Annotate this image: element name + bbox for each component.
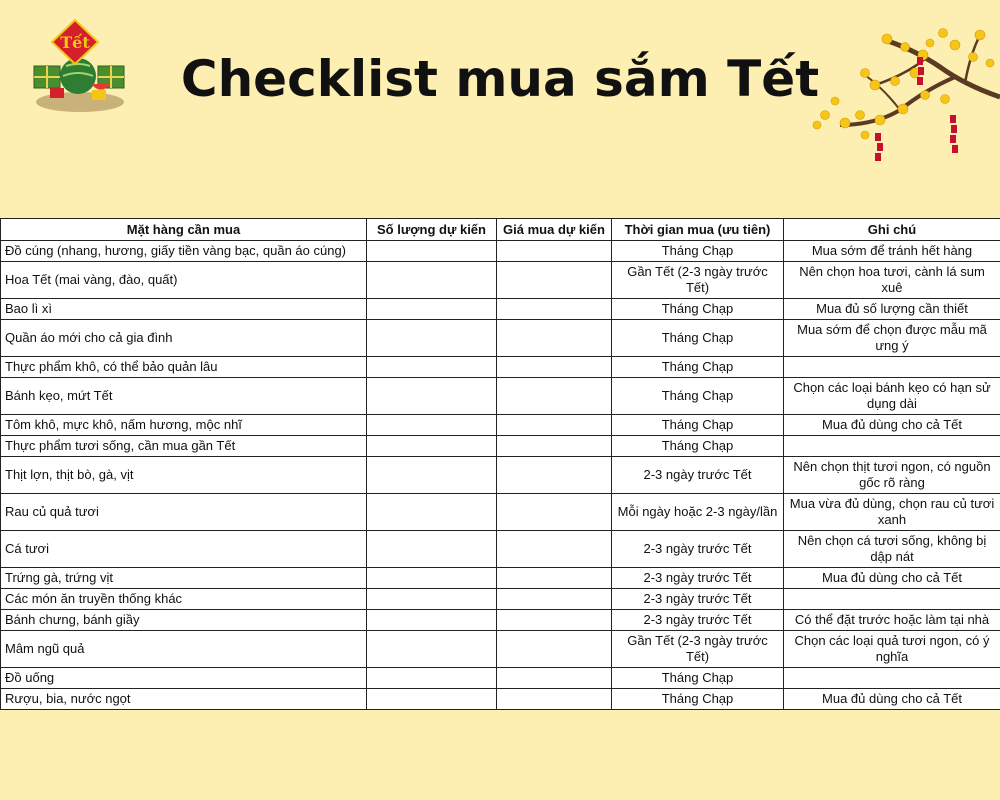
- cell-note: Mua đủ số lượng cần thiết: [784, 299, 1000, 320]
- cell-item: Rau củ quả tươi: [1, 494, 367, 531]
- cell-price: [497, 436, 612, 457]
- cell-time: 2-3 ngày trước Tết: [612, 589, 784, 610]
- cell-note: Nên chọn hoa tươi, cành lá sum xuê: [784, 262, 1000, 299]
- logo-text: Tết: [60, 33, 90, 52]
- table-row: [1, 531, 1000, 568]
- cell-price: [497, 241, 612, 262]
- cell-price: [497, 568, 612, 589]
- cell-note: [784, 357, 1000, 378]
- cell-note: [784, 436, 1000, 457]
- cell-time: Tháng Chạp: [612, 415, 784, 436]
- cell-item: Bao lì xì: [1, 299, 367, 320]
- cell-price: [497, 378, 612, 415]
- cell-quantity: [367, 668, 497, 689]
- cell-time: Tháng Chạp: [612, 668, 784, 689]
- cell-quantity: [367, 589, 497, 610]
- header-note: Ghi chú: [784, 219, 1000, 241]
- cell-price: [497, 610, 612, 631]
- cell-quantity: [367, 631, 497, 668]
- header-price: Giá mua dự kiến: [497, 219, 612, 241]
- cell-quantity: [367, 241, 497, 262]
- table-row: [1, 689, 1000, 710]
- cell-item: Thực phẩm khô, có thể bảo quản lâu: [1, 357, 367, 378]
- cell-price: [497, 299, 612, 320]
- table-row: [1, 241, 1000, 262]
- table-row: [1, 631, 1000, 668]
- page-title: Checklist mua sắm Tết: [180, 50, 820, 108]
- cell-item: Quần áo mới cho cả gia đình: [1, 320, 367, 357]
- table-row: [1, 568, 1000, 589]
- cell-note: Mua đủ dùng cho cả Tết: [784, 415, 1000, 436]
- cell-time: Gần Tết (2-3 ngày trước Tết): [612, 262, 784, 299]
- cell-time: Tháng Chạp: [612, 320, 784, 357]
- cell-quantity: [367, 320, 497, 357]
- cell-time: 2-3 ngày trước Tết: [612, 568, 784, 589]
- table-row: [1, 357, 1000, 378]
- header-item: Mặt hàng cần mua: [1, 219, 367, 241]
- cell-note: Nên chọn thịt tươi ngon, có nguồn gốc rõ ràng: [784, 457, 1000, 494]
- cell-time: Tháng Chạp: [612, 357, 784, 378]
- cell-price: [497, 494, 612, 531]
- cell-time: Tháng Chạp: [612, 436, 784, 457]
- table-row: [1, 415, 1000, 436]
- table-row: [1, 589, 1000, 610]
- cell-item: Hoa Tết (mai vàng, đào, quất): [1, 262, 367, 299]
- cell-quantity: [367, 436, 497, 457]
- cell-quantity: [367, 415, 497, 436]
- cell-item: Đồ cúng (nhang, hương, giấy tiền vàng bạc, quần áo cúng): [1, 241, 367, 262]
- table-row: [1, 320, 1000, 357]
- cell-item: Bánh chưng, bánh giầy: [1, 610, 367, 631]
- cell-time: Tháng Chạp: [612, 378, 784, 415]
- cell-quantity: [367, 457, 497, 494]
- cell-item: Rượu, bia, nước ngọt: [1, 689, 367, 710]
- cell-price: [497, 262, 612, 299]
- cell-note: Nên chọn cá tươi sống, không bị dập nát: [784, 531, 1000, 568]
- header-time: Thời gian mua (ưu tiên): [612, 219, 784, 241]
- cell-quantity: [367, 357, 497, 378]
- cell-note: Mua đủ dùng cho cả Tết: [784, 568, 1000, 589]
- cell-item: Mâm ngũ quả: [1, 631, 367, 668]
- table-row: [1, 610, 1000, 631]
- cell-item: Đồ uống: [1, 668, 367, 689]
- cell-price: [497, 631, 612, 668]
- cell-price: [497, 589, 612, 610]
- cell-time: 2-3 ngày trước Tết: [612, 457, 784, 494]
- table-row: [1, 668, 1000, 689]
- cell-note: Mua đủ dùng cho cả Tết: [784, 689, 1000, 710]
- cell-time: Gần Tết (2-3 ngày trước Tết): [612, 631, 784, 668]
- table-row: [1, 457, 1000, 494]
- table-header-row: [1, 219, 1000, 241]
- cell-quantity: [367, 378, 497, 415]
- cell-item: Trứng gà, trứng vịt: [1, 568, 367, 589]
- cell-note: [784, 668, 1000, 689]
- cell-note: [784, 589, 1000, 610]
- cell-quantity: [367, 689, 497, 710]
- cell-item: Các món ăn truyền thống khác: [1, 589, 367, 610]
- cell-price: [497, 668, 612, 689]
- header-quantity: Số lượng dự kiến: [367, 219, 497, 241]
- cell-time: Tháng Chạp: [612, 299, 784, 320]
- table-row: [1, 299, 1000, 320]
- cell-note: Mua sớm để tránh hết hàng: [784, 241, 1000, 262]
- cell-price: [497, 531, 612, 568]
- cell-time: 2-3 ngày trước Tết: [612, 531, 784, 568]
- cell-item: Bánh kẹo, mứt Tết: [1, 378, 367, 415]
- cell-quantity: [367, 299, 497, 320]
- cell-time: 2-3 ngày trước Tết: [612, 610, 784, 631]
- cell-quantity: [367, 531, 497, 568]
- cell-price: [497, 357, 612, 378]
- cell-price: [497, 689, 612, 710]
- cell-time: Mỗi ngày hoặc 2-3 ngày/lần: [612, 494, 784, 531]
- cell-price: [497, 320, 612, 357]
- cell-item: Cá tươi: [1, 531, 367, 568]
- apricot-blossom-branch-icon: [805, 15, 1000, 170]
- shopping-checklist-table: [0, 218, 1000, 710]
- table-row: [1, 378, 1000, 415]
- cell-note: Có thể đặt trước hoặc làm tại nhà: [784, 610, 1000, 631]
- table-row: [1, 436, 1000, 457]
- cell-item: Thịt lợn, thịt bò, gà, vịt: [1, 457, 367, 494]
- cell-quantity: [367, 568, 497, 589]
- cell-note: Chọn các loại quả tươi ngon, có ý nghĩa: [784, 631, 1000, 668]
- cell-quantity: [367, 494, 497, 531]
- cell-price: [497, 415, 612, 436]
- table-row: [1, 494, 1000, 531]
- cell-note: Mua sớm để chọn được mẫu mã ưng ý: [784, 320, 1000, 357]
- cell-time: Tháng Chạp: [612, 241, 784, 262]
- cell-item: Thực phẩm tươi sống, cần mua gần Tết: [1, 436, 367, 457]
- cell-price: [497, 457, 612, 494]
- cell-note: Chọn các loại bánh kẹo có hạn sử dụng dài: [784, 378, 1000, 415]
- cell-time: Tháng Chạp: [612, 689, 784, 710]
- cell-quantity: [367, 262, 497, 299]
- cell-note: Mua vừa đủ dùng, chọn rau củ tươi xanh: [784, 494, 1000, 531]
- table-row: [1, 262, 1000, 299]
- cell-item: Tôm khô, mực khô, nấm hương, mộc nhĩ: [1, 415, 367, 436]
- cell-quantity: [367, 610, 497, 631]
